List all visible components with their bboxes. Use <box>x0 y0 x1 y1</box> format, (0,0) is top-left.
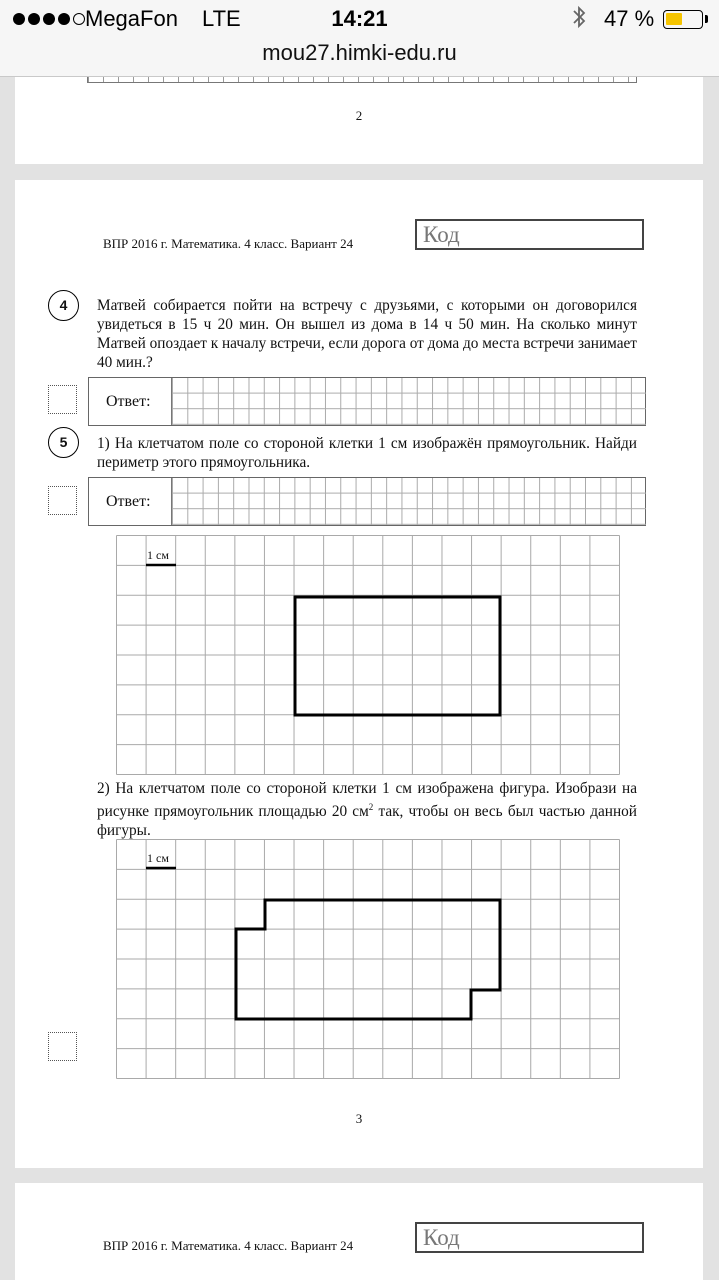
answer-grid-partial <box>87 76 637 83</box>
task-4-text: Матвей собирается пойти на встречу с друзьями, с которыми он договорился увидеться в 15 ч 20 мин. Он вышел из дома в 14 ч 50 мин. На сколько минут Матвей опоздает к началу встречи, если дорога от дома до места встречи занимает 40 мин.? <box>97 297 637 371</box>
page-header: ВПР 2016 г. Математика. 4 класс. Вариант 24 <box>103 236 354 251</box>
code-box <box>415 219 644 250</box>
score-box <box>48 1032 77 1061</box>
document-page-4 <box>15 1183 703 1280</box>
network-type: LTE <box>202 6 241 31</box>
answer-label: Ответ: <box>106 393 151 410</box>
task-5-part-1-text: 1) На клетчатом поле со стороной клетки 1 см изображён прямоугольник. Найди периметр этого прямоугольника. <box>97 435 637 471</box>
task-5-part-2-text <box>97 779 637 840</box>
address-bar-url[interactable]: mou27.himki-edu.ru <box>262 40 457 65</box>
answer-input-grid[interactable] <box>171 478 646 525</box>
battery-icon <box>663 10 703 29</box>
task-number-circle: 4 <box>48 290 79 321</box>
superscript: 2 <box>368 802 374 812</box>
battery-percent: 47 % <box>604 6 655 31</box>
page-number: 3 <box>355 1111 363 1126</box>
task-5-part-2-text-end: так, чтобы он весь был частью данной фигуры. <box>97 803 637 840</box>
status-time: 14:21 <box>331 6 388 31</box>
battery-fill <box>666 13 682 25</box>
page-number: 2 <box>355 108 363 123</box>
grid-lines <box>117 840 620 1079</box>
task-number-circle: 5 <box>48 427 79 458</box>
grid-field-rectangle <box>116 535 620 775</box>
code-label: Код <box>423 222 460 247</box>
battery-tip <box>705 15 708 23</box>
document-page-3 <box>15 180 703 1168</box>
scale-label: 1 см <box>147 548 169 562</box>
scale-label: 1 см <box>147 851 169 865</box>
carrier-name: MegaFon <box>85 6 178 31</box>
score-box <box>48 486 77 515</box>
answer-label: Ответ: <box>106 493 151 510</box>
bluetooth-icon <box>572 5 586 35</box>
grid-lines <box>117 536 620 775</box>
page-header: ВПР 2016 г. Математика. 4 класс. Вариант 24 <box>103 1238 354 1253</box>
answer-input-grid[interactable] <box>171 378 646 425</box>
code-box <box>415 1222 644 1253</box>
browser-top-bar <box>0 0 719 77</box>
code-label: Код <box>423 1225 460 1250</box>
answer-row-task-4 <box>88 377 646 426</box>
answer-row-task-5 <box>88 477 646 526</box>
grid-field-figure <box>116 839 620 1079</box>
score-box <box>48 385 77 414</box>
task-5-part-2-text-start: 2) На клетчатом поле со стороной клетки 1 см изображена фигура. Изобрази на рисунке прямоугольник площадью 20 см <box>97 780 637 821</box>
status-bar <box>0 0 719 40</box>
rectangle-shape <box>295 597 500 715</box>
